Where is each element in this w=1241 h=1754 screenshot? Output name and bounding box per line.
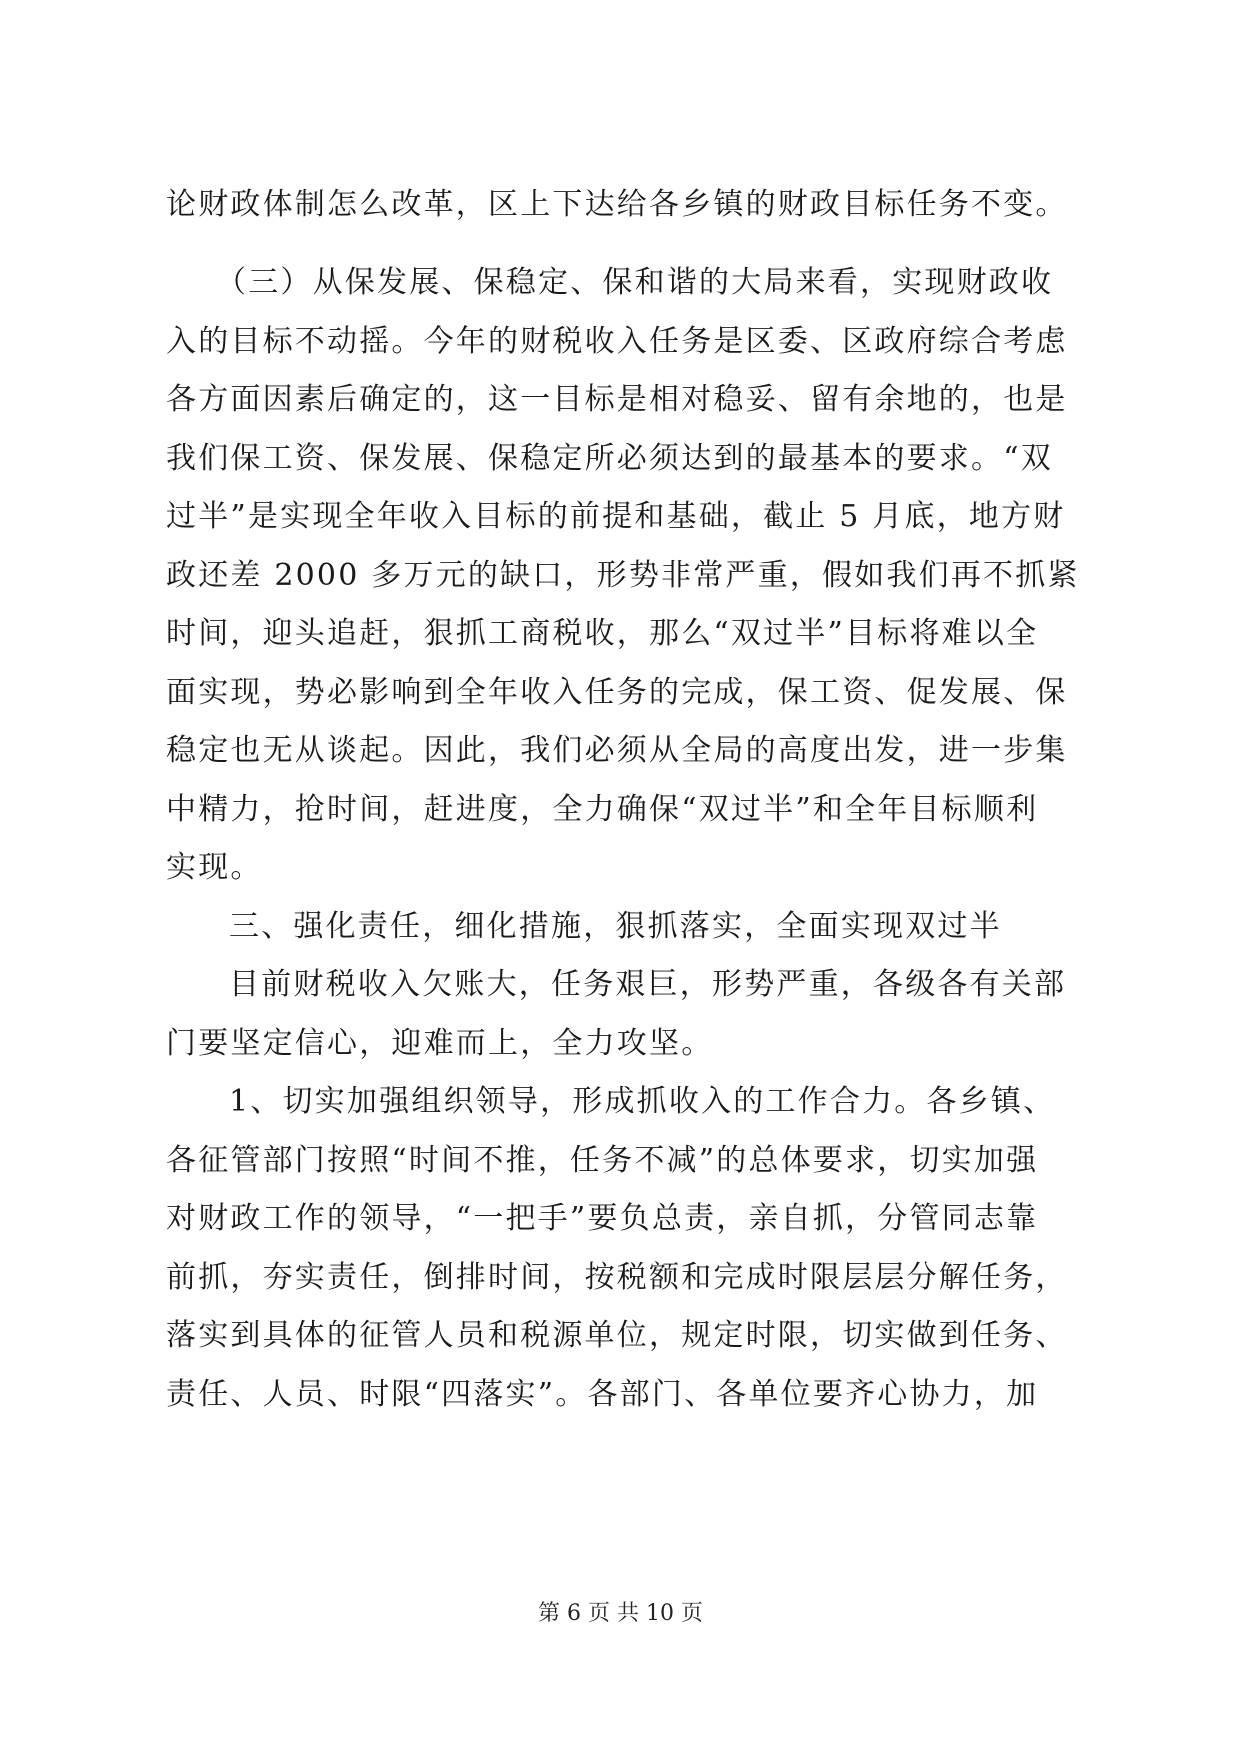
text-line: 责任、人员、时限“四落实”。各部门、各单位要齐心协力，加 xyxy=(166,1377,1039,1412)
text-line: 过半”是实现全年收入目标的前提和基础，截止 5 月底，地方财 xyxy=(166,499,1066,534)
text-line: 时间，迎头追赶，狠抓工商税收，那么“双过半”目标将难以全 xyxy=(166,616,1039,651)
page-number-footer: 第 6 页 共 10 页 xyxy=(538,1601,703,1626)
text-line: 落实到具体的征管人员和税源单位，规定时限，切实做到任务、 xyxy=(166,1318,1068,1353)
text-line: 论财政体制怎么改革，区上下达给各乡镇的财政目标任务不变。 xyxy=(166,187,1068,222)
text-line: 1、切实加强组织领导，形成抓收入的工作合力。各乡镇、 xyxy=(229,1084,1056,1119)
text-line: 我们保工资、保发展、保稳定所必须达到的最基本的要求。“双 xyxy=(166,441,1053,476)
text-line: （三）从保发展、保稳定、保和谐的大局来看，实现财政收 xyxy=(216,265,1054,300)
text-line: 前抓，夯实责任，倒排时间，按税额和完成时限层层分解任务， xyxy=(166,1260,1068,1295)
text-line: 中精力，抢时间，赶进度，全力确保“双过半”和全年目标顺利 xyxy=(166,792,1039,827)
section-heading: 三、强化责任，细化措施，狠抓落实，全面实现双过半 xyxy=(229,909,1002,944)
text-line: 政还差 2000 多万元的缺口，形势非常严重，假如我们再不抓紧 xyxy=(166,558,1080,593)
text-line: 目前财税收入欠账大，任务艰巨，形势严重，各级各有关部 xyxy=(229,967,1067,1002)
text-line: 入的目标不动摇。今年的财税收入任务是区委、区政府综合考虑 xyxy=(166,324,1068,359)
text-line: 实现。 xyxy=(166,850,263,885)
text-line: 门要坚定信心，迎难而上，全力攻坚。 xyxy=(166,1026,714,1061)
text-line: 稳定也无从谈起。因此，我们必须从全局的高度出发，进一步集 xyxy=(166,733,1068,768)
text-line: 各征管部门按照“时间不推，任务不减”的总体要求，切实加强 xyxy=(166,1143,1039,1178)
text-line: 对财政工作的领导，“一把手”要负总责，亲自抓，分管同志靠 xyxy=(166,1201,1039,1236)
text-line: 面实现，势必影响到全年收入任务的完成，保工资、促发展、保 xyxy=(166,675,1068,710)
text-line: 各方面因素后确定的，这一目标是相对稳妥、留有余地的，也是 xyxy=(166,382,1068,417)
